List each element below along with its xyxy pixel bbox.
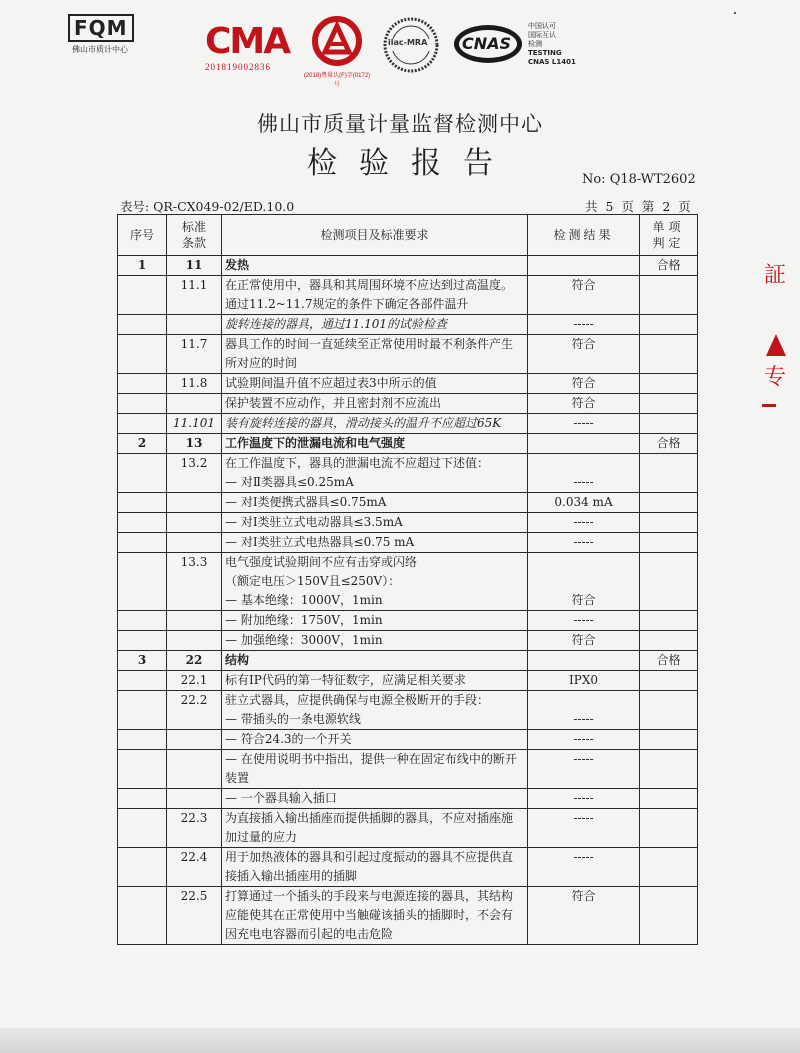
row-result <box>528 434 640 454</box>
row-seq <box>118 493 167 513</box>
organization-title: 佛山市质量计量监督检测中心 <box>257 112 543 136</box>
row-item: — 一个器具输入插口 <box>222 789 528 809</box>
row-clause: 13 <box>167 434 222 454</box>
table-row <box>118 434 698 454</box>
table-row <box>118 750 698 789</box>
cnas-logo <box>452 22 524 66</box>
fqm-subtitle: 佛山市质计中心 <box>72 45 128 54</box>
row-item: — 加强绝缘：3000V，1min <box>222 631 528 651</box>
row-item: 器具工作的时间一直延续至正常使用时最不利条件产生所对应的时间 <box>222 335 528 374</box>
row-result: 符合 <box>528 335 640 374</box>
table-row <box>118 256 698 276</box>
row-seq <box>118 691 167 730</box>
row-seq: 2 <box>118 434 167 454</box>
cnas-line: TESTING <box>528 49 562 57</box>
form-number: 表号: QR-CX049-02/ED.10.0 <box>120 199 295 214</box>
header-verdict: 单项判定 <box>640 215 698 256</box>
row-clause <box>167 493 222 513</box>
row-clause: 13.3 <box>167 553 222 611</box>
side-bar <box>762 404 776 407</box>
row-result: 符合 <box>528 631 640 651</box>
row-clause <box>167 611 222 631</box>
row-result <box>528 651 640 671</box>
ilac-label: ilac-MRA <box>388 38 428 47</box>
table-row <box>118 315 698 335</box>
table-row <box>118 335 698 374</box>
row-clause: 11.8 <box>167 374 222 394</box>
cnas-line: 检测 <box>528 40 542 48</box>
table-row <box>118 374 698 394</box>
side-triangle <box>766 334 786 356</box>
row-result: ----- <box>528 414 640 434</box>
speck <box>734 12 736 14</box>
row-clause: 13.2 <box>167 454 222 493</box>
row-seq <box>118 750 167 789</box>
row-item: 用于加热液体的器具和引起过度振动的器具不应提供直接插入输出插座用的插脚 <box>222 848 528 887</box>
table-row <box>118 553 698 611</box>
row-result: ----- <box>528 730 640 750</box>
row-item: — 对Ⅰ类驻立式电热器具≤0.75 mA <box>222 533 528 553</box>
row-clause <box>167 394 222 414</box>
row-result: ----- <box>528 454 640 493</box>
row-verdict <box>640 454 698 493</box>
row-clause <box>167 315 222 335</box>
table-row <box>118 887 698 945</box>
table-row <box>118 651 698 671</box>
side-mark-top: 証 <box>764 263 787 288</box>
inspection-table <box>117 214 698 945</box>
row-result: 0.034 mA <box>528 493 640 513</box>
row-verdict <box>640 394 698 414</box>
table-row <box>118 276 698 315</box>
row-verdict <box>640 276 698 315</box>
row-verdict <box>640 513 698 533</box>
row-verdict <box>640 553 698 611</box>
row-verdict <box>640 315 698 335</box>
row-clause <box>167 789 222 809</box>
row-result: ----- <box>528 533 640 553</box>
row-result: ----- <box>528 809 640 848</box>
row-item: — 附加绝缘：1750V，1min <box>222 611 528 631</box>
table-row <box>118 848 698 887</box>
table-header-row <box>118 215 698 256</box>
report-number: No: Q18-WT2602 <box>582 172 696 187</box>
row-clause <box>167 513 222 533</box>
row-verdict <box>640 691 698 730</box>
row-verdict <box>640 887 698 945</box>
row-verdict <box>640 533 698 553</box>
row-item: 结构 <box>222 651 528 671</box>
row-item: 为直接插入输出插座而提供插脚的器具，不应对插座施加过量的应力 <box>222 809 528 848</box>
row-result: 符合 <box>528 394 640 414</box>
row-verdict <box>640 611 698 631</box>
cnas-caption <box>528 22 576 67</box>
table-row <box>118 671 698 691</box>
row-result: ----- <box>528 691 640 730</box>
row-clause <box>167 750 222 789</box>
row-result: ----- <box>528 513 640 533</box>
row-item: 电气强度试验期间不应有击穿或闪络 （额定电压＞150V且≤250V）： — 基本绝缘：1000V，1min <box>222 553 528 611</box>
row-seq <box>118 631 167 651</box>
side-mark-bottom: 专 <box>764 365 787 390</box>
row-seq <box>118 276 167 315</box>
row-result: 符合 <box>528 553 640 611</box>
header-seq: 序号 <box>118 215 167 256</box>
cma-mark: CMA <box>205 21 290 62</box>
row-verdict: 合格 <box>640 651 698 671</box>
row-seq <box>118 671 167 691</box>
row-clause <box>167 533 222 553</box>
row-seq <box>118 513 167 533</box>
cma-number: 201819002836 <box>205 62 271 72</box>
row-clause: 11.1 <box>167 276 222 315</box>
row-result: ----- <box>528 750 640 789</box>
row-verdict <box>640 789 698 809</box>
row-item: 旋转连接的器具，通过11.101的试验检查 <box>222 315 528 335</box>
row-verdict <box>640 374 698 394</box>
table-row <box>118 730 698 750</box>
row-verdict <box>640 493 698 513</box>
row-verdict <box>640 730 698 750</box>
row-seq <box>118 730 167 750</box>
page-info: 共 5 页 第 2 页 <box>585 199 691 214</box>
cal-emblem-icon <box>305 16 369 66</box>
cma-logo <box>205 22 305 76</box>
cnas-line: CNAS L1401 <box>528 58 576 66</box>
header-result: 检测结果 <box>528 215 640 256</box>
table-row <box>118 493 698 513</box>
row-verdict: 合格 <box>640 434 698 454</box>
row-result: IPX0 <box>528 671 640 691</box>
table-row <box>118 414 698 434</box>
row-clause: 22.2 <box>167 691 222 730</box>
ilac-logo <box>380 16 442 74</box>
row-seq <box>118 335 167 374</box>
table-row <box>118 533 698 553</box>
row-seq <box>118 533 167 553</box>
row-item: 在正常使用中，器具和其周围环境不应达到过高温度。通过11.2~11.7规定的条件下确定各部件温升 <box>222 276 528 315</box>
row-result: ----- <box>528 611 640 631</box>
row-seq <box>118 553 167 611</box>
row-seq <box>118 315 167 335</box>
cnas-line: 国际互认 <box>528 31 556 39</box>
page-bottom-shadow <box>0 1028 800 1053</box>
row-seq: 1 <box>118 256 167 276</box>
header-item: 检测项目及标准要求 <box>222 215 528 256</box>
row-seq: 3 <box>118 651 167 671</box>
table-row <box>118 631 698 651</box>
row-item: 装有旋转连接的器具，滑动接头的温升不应超过65K <box>222 414 528 434</box>
row-result: 符合 <box>528 276 640 315</box>
row-seq <box>118 374 167 394</box>
cal-logo <box>302 16 372 88</box>
document-title: 检验报告 <box>307 146 515 181</box>
row-result <box>528 256 640 276</box>
row-seq <box>118 789 167 809</box>
row-seq <box>118 394 167 414</box>
row-item: 保护装置不应动作，并且密封剂不应流出 <box>222 394 528 414</box>
fqm-mark: FQM <box>68 14 134 42</box>
table-row <box>118 513 698 533</box>
row-clause: 22.1 <box>167 671 222 691</box>
row-verdict <box>640 414 698 434</box>
row-item: 工作温度下的泄漏电流和电气强度 <box>222 434 528 454</box>
row-item: 驻立式器具，应提供确保与电源全极断开的手段： — 带插头的一条电源软线 <box>222 691 528 730</box>
row-item: — 符合24.3的一个开关 <box>222 730 528 750</box>
row-item: 发热 <box>222 256 528 276</box>
row-result: ----- <box>528 848 640 887</box>
row-clause: 11.7 <box>167 335 222 374</box>
row-seq <box>118 887 167 945</box>
row-clause: 22.3 <box>167 809 222 848</box>
row-result: 符合 <box>528 374 640 394</box>
row-item: 试验期间温升值不应超过表3中所示的值 <box>222 374 528 394</box>
table-row <box>118 394 698 414</box>
row-seq <box>118 454 167 493</box>
row-clause: 22 <box>167 651 222 671</box>
row-item: 标有IP代码的第一特征数字，应满足相关要求 <box>222 671 528 691</box>
row-item: — 在使用说明书中指出，提供一种在固定布线中的断开装置 <box>222 750 528 789</box>
row-seq <box>118 809 167 848</box>
row-item: — 对Ⅰ类驻立式电动器具≤3.5mA <box>222 513 528 533</box>
row-seq <box>118 611 167 631</box>
row-clause: 22.4 <box>167 848 222 887</box>
row-clause: 11.101 <box>167 414 222 434</box>
row-result: 符合 <box>528 887 640 945</box>
table-row <box>118 789 698 809</box>
cnas-mark: CNAS <box>462 34 512 53</box>
row-clause: 22.5 <box>167 887 222 945</box>
fqm-logo <box>68 14 132 66</box>
row-clause <box>167 730 222 750</box>
row-seq <box>118 414 167 434</box>
table-row <box>118 691 698 730</box>
row-verdict <box>640 671 698 691</box>
row-verdict <box>640 750 698 789</box>
row-verdict <box>640 335 698 374</box>
row-verdict <box>640 848 698 887</box>
cal-number: (2018)粤量认(F)字(0172)号 <box>303 73 371 88</box>
row-item: 打算通过一个插头的手段来与电源连接的器具，其结构应能使其在正常使用中当触碰该插头的插脚时，不会有因充电电容器而引起的电击危险 <box>222 887 528 945</box>
row-clause: 11 <box>167 256 222 276</box>
row-result: ----- <box>528 789 640 809</box>
row-item: — 对Ⅰ类便携式器具≤0.75mA <box>222 493 528 513</box>
table-row <box>118 809 698 848</box>
table-row <box>118 454 698 493</box>
row-verdict <box>640 809 698 848</box>
row-verdict <box>640 631 698 651</box>
row-verdict: 合格 <box>640 256 698 276</box>
cnas-line: 中国认可 <box>528 22 556 30</box>
header-clause: 标准条款 <box>167 215 222 256</box>
row-seq <box>118 848 167 887</box>
row-result: ----- <box>528 315 640 335</box>
table-row <box>118 611 698 631</box>
row-clause <box>167 631 222 651</box>
row-item: 在工作温度下，器具的泄漏电流不应超过下述值： — 对Ⅱ类器具≤0.25mA <box>222 454 528 493</box>
